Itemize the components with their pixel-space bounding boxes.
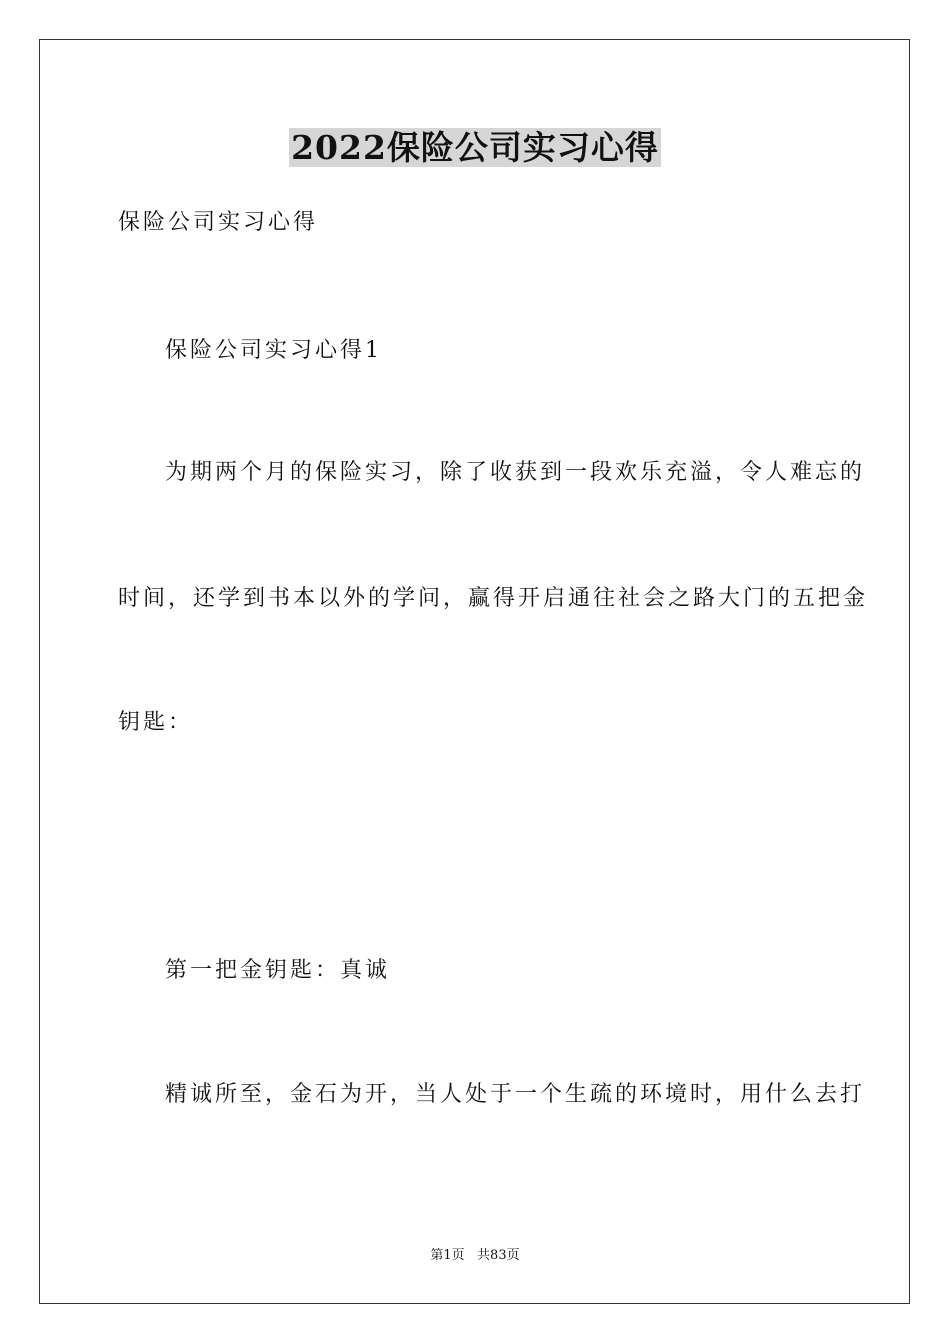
document-subtitle: 保险公司实习心得 [118, 210, 319, 235]
paragraph-line: 钥匙： [118, 710, 194, 735]
section-heading: 保险公司实习心得1 [165, 338, 382, 363]
document-title [0, 126, 950, 170]
paragraph-line: 为期两个月的保险实习，除了收获到一段欢乐充溢，令人难忘的 [165, 460, 866, 485]
page-footer: 第1页 共83页 [430, 1248, 520, 1263]
paragraph-line: 时间，还学到书本以外的学问，赢得开启通往社会之路大门的五把金 [118, 586, 869, 611]
paragraph-line: 精诚所至，金石为开，当人处于一个生疏的环境时，用什么去打 [165, 1082, 866, 1107]
key-heading: 第一把金钥匙：真诚 [165, 958, 391, 983]
document-title-text: 2022保险公司实习心得 [291, 128, 659, 167]
